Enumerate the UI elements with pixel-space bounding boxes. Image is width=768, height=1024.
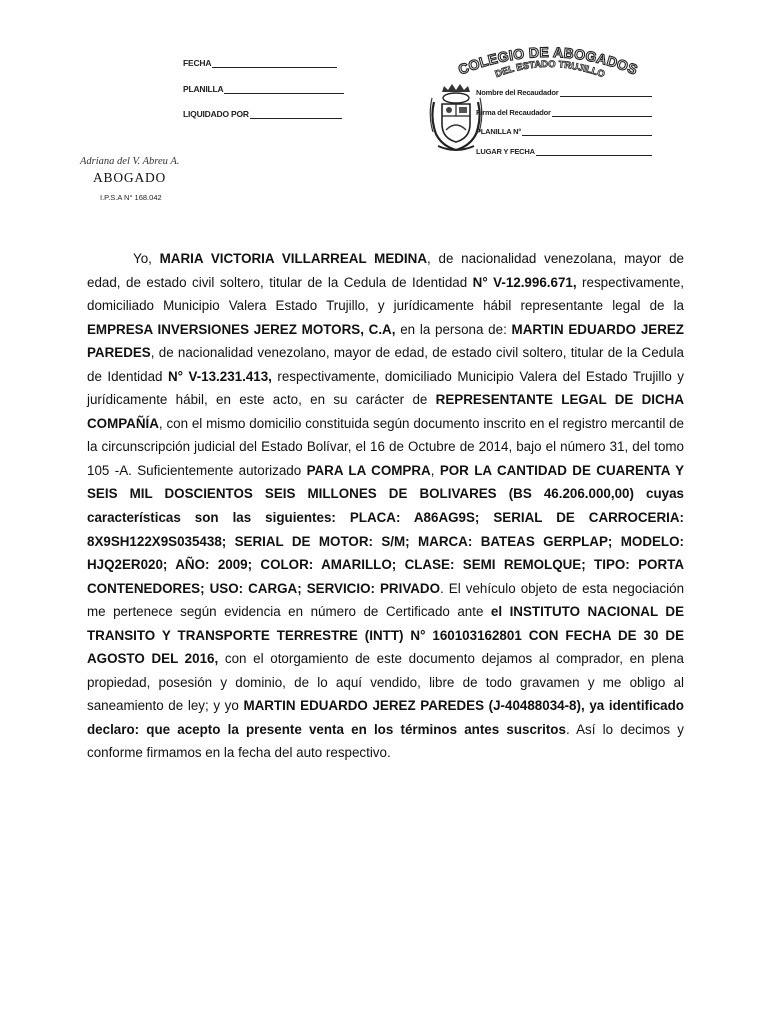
body-text: , de nacionalidad venezolana, mayor de edad, de estado civil soltero, titular de la Cedula de Identidad xyxy=(87,251,685,290)
planilla-label: PLANILLA xyxy=(183,83,224,94)
seal-fields xyxy=(476,85,652,163)
header-fields xyxy=(183,56,363,133)
representative-role: REPRESENTANTE LEGAL DE DICHA COMPAÑÍA xyxy=(87,392,685,431)
liquidado-field xyxy=(183,107,363,119)
company-name: EMPRESA INVERSIONES JEREZ MOTORS, C.A, xyxy=(87,321,396,337)
seal-title xyxy=(455,44,640,84)
lawyer-title: ABOGADO xyxy=(93,170,167,185)
vehicle-details: POR LA CANTIDAD DE CUARENTA Y SEIS MIL DOSCIENTOS SEIS MILLONES DE BOLIVARES (BS 46.206.000,00) cuyas características son las siguientes: PLACA: A86AG9S; SERIAL DE CARROCERIA: 8X9SH122X9S035438; SERIAL DE MOTOR: S/M; MARCA: BATEAS GERPLAP; MODELO: HJQ2ER020; AÑO: 2009; COLOR: AMARILLO; CLASE: SEMI REMOLQUE; TIPO: PORTA CONTENEDORES; USO: CARGA; SERVICIO: PRIVADO xyxy=(87,462,684,596)
fecha-rule xyxy=(212,58,337,68)
body-text: Yo, xyxy=(133,251,160,266)
body-paragraph xyxy=(87,247,684,765)
lugar-fecha-label: LUGAR Y FECHA xyxy=(476,146,535,156)
body-text: respectivamente, domiciliado Municipio Valera Estado Trujillo, y jurídicamente hábil representante legal de la xyxy=(87,274,685,314)
body-text: , de nacionalidad venezolano, mayor de edad, de estado civil soltero, titular de la Cedula de Identidad xyxy=(87,345,684,384)
purchase-authorization: PARA LA COMPRA xyxy=(306,462,431,478)
liquidado-rule xyxy=(250,109,342,119)
firma-recaudador-rule xyxy=(552,107,652,117)
lawyer-name: Adriana del V. Abreu A. xyxy=(80,156,180,167)
body-text: en la persona de: xyxy=(395,321,512,337)
representative-id: N° V-13.231.413, xyxy=(167,368,272,384)
seal-title-line1: COLEGIO DE ABOGADOS xyxy=(455,44,640,78)
firma-recaudador-field xyxy=(476,105,652,117)
fecha-label: FECHA xyxy=(183,58,212,68)
body-text: . El vehículo objeto de esta negociación me pertenece según evidencia en número de Certificado ante xyxy=(87,580,685,620)
planilla-numero-label: PLANILLA N° xyxy=(476,127,522,136)
planilla-numero-rule xyxy=(522,126,652,136)
body-text: respectivamente, domiciliado Municipio Valera del Estado Trujillo y jurídicamente hábil, en este acto, en su carácter de xyxy=(87,368,684,408)
lugar-fecha-rule xyxy=(536,146,652,156)
nombre-recaudador-field xyxy=(476,85,652,97)
body-text: con el otorgamiento de este documento dejamos al comprador, en plena propiedad, posesión y dominio, de lo aquí vendido, libre de todo gravamen y me obligo al saneamiento de ley; y yo xyxy=(87,651,685,714)
firma-recaudador-label: Firma del Recaudador xyxy=(476,107,551,117)
seller-id: N° V-12.996.671, xyxy=(472,274,577,290)
seller-name: MARIA VICTORIA VILLARREAL MEDINA xyxy=(159,251,427,266)
liquidado-label: LIQUIDADO POR xyxy=(183,109,249,119)
nombre-recaudador-rule xyxy=(560,87,653,97)
planilla-field xyxy=(183,82,363,94)
seal-title-line2: DEL ESTADO TRUJILLO xyxy=(493,58,607,81)
body-text: , xyxy=(430,462,440,478)
certificate-details: el INSTITUTO NACIONAL DE TRANSITO Y TRANSPORTE TERRESTRE (INTT) N° 160103162801 CON FECHA DE 30 DE AGOSTO DEL 2016, xyxy=(87,604,684,667)
nombre-recaudador-label: Nombre del Recaudador xyxy=(476,88,559,97)
fecha-field xyxy=(183,56,363,68)
body-text: . Así lo decimos y conforme firmamos en la fecha del auto respectivo. xyxy=(87,721,684,761)
lawyer-ipsa-number: I.P.S.A N° 168.042 xyxy=(100,193,162,202)
document-body xyxy=(87,247,684,765)
body-text: , con el mismo domicilio constituida según documento inscrito en el registro mercantil de la circunscripción judicial del Estado Bolívar, el 16 de Octubre de 2014, bajo el número 31, del tomo 105 -A. Suficientemente autorizado xyxy=(87,415,684,478)
lugar-fecha-field xyxy=(476,144,652,156)
buyer-declaration: MARTIN EDUARDO JEREZ PAREDES (J-40488034-8), ya identificado declaro: que acepto la presente venta en los términos antes suscritos xyxy=(87,698,684,737)
representative-name: MARTIN EDUARDO JEREZ PAREDES xyxy=(87,321,684,361)
planilla-numero-field xyxy=(476,124,652,136)
planilla-rule xyxy=(224,84,344,94)
